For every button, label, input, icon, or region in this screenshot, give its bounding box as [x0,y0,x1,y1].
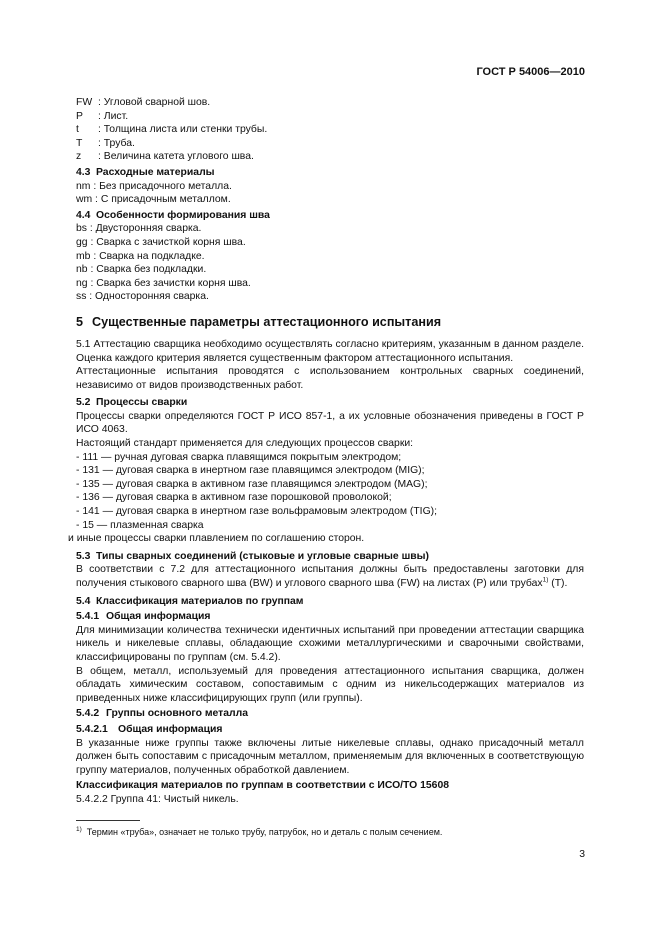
paragraph: и иные процессы сварки плавлением по соглашению сторон. [68,533,365,545]
section-heading-5-3: 5.3 Типы сварных соединений (стыковые и угловые сварные швы) [76,550,429,562]
footnote-ref[interactable]: 1) [542,576,549,584]
list-item: bs : Двусторонняя сварка. [76,223,202,235]
page-number: 3 [579,849,585,860]
list-item: - 131 — дуговая сварка в инертном газе плавящимся электродом (MIG); [76,465,425,477]
footnote-divider [76,820,140,821]
list-item: - 111 — ручная дуговая сварка плавящимся покрытым электродом; [76,451,402,463]
section-heading-5-4: 5.4 Классификация материалов по группам [76,595,304,607]
section-heading-5-4-1: 5.4.1 Общая информация [76,611,211,623]
footnote: $^{1)}$ Термин «труба», означает не только трубу, патрубок, но и деталь с полым сечением. [76,826,443,837]
list-item: nb : Сварка без подкладки. [76,264,207,276]
paragraph: Настоящий стандарт применяется для следующих процессов сварки: [76,438,414,450]
document-code: ГОСТ Р 54006—2010 [476,66,585,78]
list-item: wm : С присадочным металлом. [76,194,231,206]
page-body [68,96,584,807]
list-item: - 141 — дуговая сварка в инертном газе вольфрамовым электродом (TIG); [76,506,437,518]
list-item: nm : Без присадочного металла. [76,180,232,192]
section-heading-5-2: 5.2 Процессы сварки [76,397,188,409]
list-item: - 136 — дуговая сварка в активном газе порошковой проволокой; [76,492,392,504]
abbreviation-row: t : Толщина листа или стенки трубы. [76,124,268,136]
section-heading-4-3: 4.3 Расходные материалы [76,166,215,178]
paragraph: В общем, металл, используемый для проведения аттестационного испытания сварщика, должен обладать химическим составом, сопоставимым с одним из никельсодержащих материалов из приведенных ниже классифицирующих групп (или группы). [76,665,584,704]
abbreviation-row: P : Лист. [76,110,129,122]
paragraph: 5.1 Аттестацию сварщика необходимо осуществлять согласно критериям, указанным в данном разделе. Оценка каждого критерия является существенным фактором аттестационного испытания. [76,338,584,364]
list-item: - 15 — плазменная сварка [76,519,204,531]
section-heading-5-4-2: 5.4.2 Группы основного металла [76,708,249,720]
section-heading-4-4: 4.4 Особенности формирования шва [76,209,270,221]
section-heading-5: 5 Существенные параметры аттестационного испытания [76,314,442,329]
list-item: ss : Односторонняя сварка. [76,291,209,303]
paragraph: В указанные ниже группы также включены литые никелевые сплавы, однако присадочный металл должен быть сопоставим с присадочным металлом, применяемым для включенных в соответствующую группу материалов, полученных обработкой давлением. [76,737,584,776]
list-item: ng : Сварка без зачистки корня шва. [76,277,251,289]
abbreviation-list [76,96,584,164]
abbreviation-row: FW : Угловой сварной шов. [76,97,211,108]
paragraph: В соответствии с 7.2 для аттестационного испытания должны быть предоставлены заготовки для получения стыкового сварного шва (BW) и углового сварного шва (FW) на листах (P) или трубах$^{1)}$ (T). [76,564,584,589]
paragraph: Процессы сварки определяются ГОСТ Р ИСО 857-1, а их условные обозначения приведены в ГОСТ Р ИСО 4063. [76,410,584,436]
paragraph: Аттестационные испытания проводятся с использованием контрольных сварных соединений, независимо от видов производственных работ. [76,366,584,391]
section-heading-5-4-2-1: 5.4.2.1 Общая информация [76,723,223,735]
classification-heading: Классификация материалов по группам в соответствии с ИСО/ТО 15608 [76,780,450,792]
list-item: mb : Сварка на подкладке. [76,250,205,262]
process-list [76,451,584,533]
paragraph: Для минимизации количества технически идентичных испытаний при проведении аттестации сварщика никель и никелевые сплавы, обладающие схожими металлургическими и сварочными свойствами, классифицированы по группам (см. 5.4.2). [76,624,584,663]
list-item: - 135 — дуговая сварка в активном газе плавящимся электродом (MAG); [76,478,428,490]
paragraph: 5.4.2.2 Группа 41: Чистый никель. [76,793,239,805]
list-item: gg : Сварка с зачисткой корня шва. [76,236,246,248]
abbreviation-row: T : Труба. [76,137,135,149]
abbreviation-row: z : Величина катета углового шва. [76,151,254,163]
